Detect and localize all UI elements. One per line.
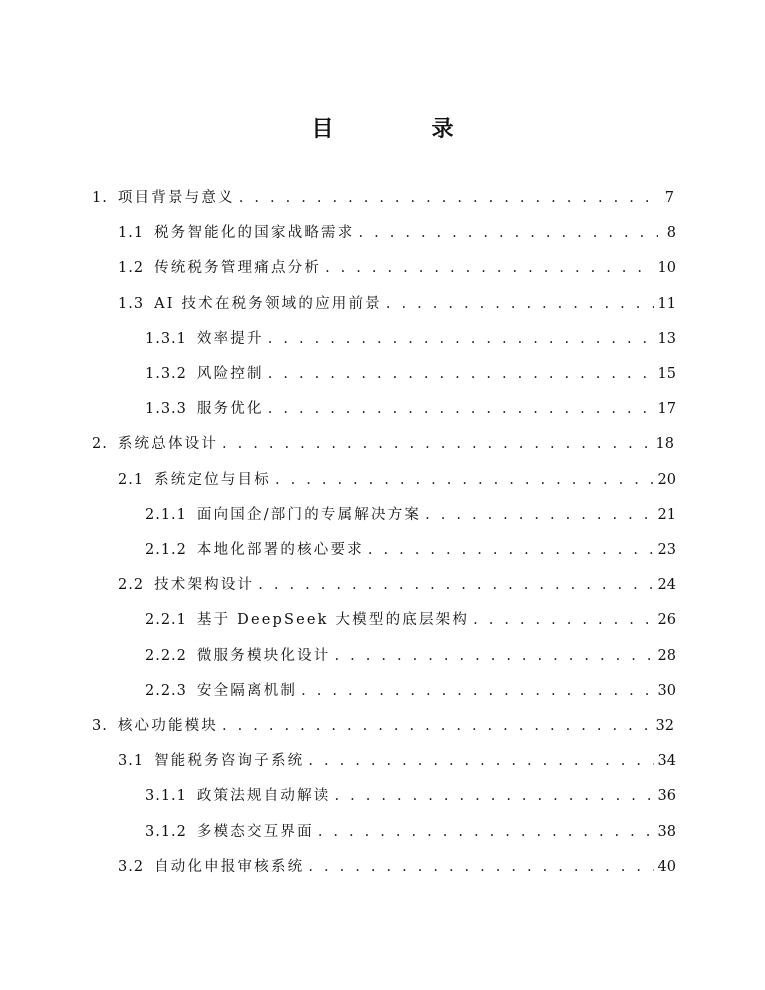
toc-entry[interactable] [145, 681, 676, 701]
toc-entry-title: 本地化部署的核心要求 [196, 542, 364, 558]
toc-entry[interactable] [145, 786, 676, 806]
toc-dot-leader [325, 258, 653, 278]
toc-title: 目 录 [311, 117, 492, 142]
toc-entry-title: 项目背景与意义 [117, 190, 235, 206]
toc-entry-page: 18 [655, 436, 674, 453]
toc-entry-title: 面向国企/部门的专属解决方案 [196, 506, 422, 523]
toc-entry[interactable] [145, 610, 676, 630]
toc-entry-title: 效率提升 [196, 330, 264, 347]
toc-entry-title: 基于 DeepSeek 大模型的底层架构 [196, 612, 470, 629]
toc-entry-number: 2.2 [118, 577, 145, 594]
toc-dot-leader [268, 364, 654, 384]
toc-entry-page: 24 [657, 577, 676, 594]
toc-entry-title: 风险控制 [196, 366, 264, 382]
toc-dot-leader [335, 646, 654, 666]
toc-entry[interactable] [118, 294, 676, 314]
toc-dot-leader [268, 399, 654, 419]
toc-entry-page: 38 [657, 823, 676, 840]
toc-entry-number: 2.2.1 [145, 612, 187, 629]
toc-dot-leader [222, 434, 652, 454]
toc-entry[interactable] [118, 223, 676, 243]
toc-entry-number: 1.3.3 [145, 401, 187, 418]
toc-dot-leader [425, 505, 653, 525]
toc-entry-title: 系统总体设计 [117, 436, 219, 453]
toc-entry-page: 13 [657, 330, 676, 347]
toc-entry-number: 3.2 [118, 858, 145, 875]
toc-entry-number: 3.1.2 [145, 823, 187, 840]
toc-entry-page: 23 [657, 542, 676, 558]
toc-dot-leader [386, 294, 654, 314]
toc-entry-title: 技术架构设计 [154, 577, 255, 594]
toc-entry-title: 自动化申报审核系统 [154, 858, 305, 875]
toc-entry-page: 30 [657, 682, 676, 699]
toc-entry[interactable] [145, 505, 676, 525]
toc-entry-number: 3. [92, 718, 108, 734]
toc-entry-number: 1.3 [118, 295, 145, 312]
toc-entry[interactable] [145, 329, 676, 349]
toc-entry-page: 7 [664, 190, 674, 206]
toc-entry-number: 3.1.1 [145, 788, 187, 805]
toc-entry-number: 1.1 [118, 225, 145, 242]
toc-entry[interactable] [145, 399, 676, 419]
toc-entry-title: 政策法规自动解读 [196, 788, 331, 805]
toc-entry-title: 核心功能模块 [117, 718, 219, 734]
toc-dot-leader [222, 716, 652, 736]
toc-entry[interactable] [145, 646, 676, 666]
toc-entry[interactable] [145, 364, 676, 384]
toc-entry-title: 传统税务管理痛点分析 [154, 260, 322, 277]
toc-entry[interactable] [118, 470, 676, 490]
toc-dot-leader [301, 681, 653, 701]
toc-entry-number: 2.1.1 [145, 506, 187, 523]
toc-dot-leader [335, 786, 654, 806]
toc-dot-leader [239, 188, 656, 208]
toc-entry-page: 26 [657, 612, 676, 629]
toc-dot-leader [358, 223, 658, 243]
toc-dot-leader [473, 610, 653, 630]
toc-entry-title: 多模态交互界面 [196, 823, 314, 840]
toc-entry-title: 智能税务咨询子系统 [154, 753, 305, 770]
toc-entry-title: 系统定位与目标 [154, 471, 271, 488]
toc-entry[interactable] [92, 188, 674, 208]
toc-entry-page: 8 [666, 225, 676, 242]
toc-entry-page: 20 [657, 471, 676, 488]
toc-entry-number: 2.2.2 [145, 647, 187, 664]
toc-entry-page: 10 [657, 260, 676, 277]
toc-dot-leader [268, 329, 654, 349]
toc-entry-page: 36 [657, 788, 676, 805]
toc-entry-number: 2.1 [118, 471, 145, 488]
toc-entry[interactable] [118, 751, 676, 771]
toc-entry-number: 2.1.2 [145, 542, 187, 558]
toc-entry-page: 32 [655, 718, 674, 734]
toc-dot-leader [258, 575, 653, 595]
toc-entry-title: AI 技术在税务领域的应用前景 [154, 295, 382, 312]
toc-entry-number: 2. [92, 436, 108, 453]
toc-entry[interactable] [118, 258, 676, 278]
toc-entry-number: 2.2.3 [145, 682, 187, 699]
toc-entry[interactable] [92, 716, 674, 736]
toc-entry-title: 税务智能化的国家战略需求 [154, 225, 355, 242]
toc-dot-leader [308, 751, 653, 771]
toc-entry-page: 28 [657, 647, 676, 664]
toc-dot-leader [308, 857, 653, 877]
toc-dot-leader [368, 540, 654, 560]
toc-entry[interactable] [145, 822, 676, 842]
toc-dot-leader [318, 822, 654, 842]
toc-entry-page: 21 [657, 506, 676, 523]
toc-entry-number: 1.3.1 [145, 330, 187, 347]
toc-entry-number: 1.3.2 [145, 366, 187, 382]
toc-entry[interactable] [118, 575, 676, 595]
toc-entry-number: 1. [92, 190, 108, 206]
toc-entry-page: 40 [657, 858, 676, 875]
toc-dot-leader [275, 470, 654, 490]
toc-entry-page: 15 [657, 366, 676, 382]
toc-entry-page: 17 [657, 401, 676, 418]
toc-entry-number: 3.1 [118, 753, 145, 770]
toc-entry-page: 34 [657, 753, 676, 770]
toc-entry-number: 1.2 [118, 260, 145, 277]
toc-entry-title: 安全隔离机制 [196, 682, 298, 699]
toc-entry[interactable] [92, 434, 674, 454]
toc-entry-title: 微服务模块化设计 [196, 647, 331, 664]
toc-entry-title: 服务优化 [196, 401, 264, 418]
toc-entry[interactable] [118, 857, 676, 877]
toc-entry[interactable] [145, 540, 676, 560]
toc-entry-page: 11 [657, 295, 676, 312]
